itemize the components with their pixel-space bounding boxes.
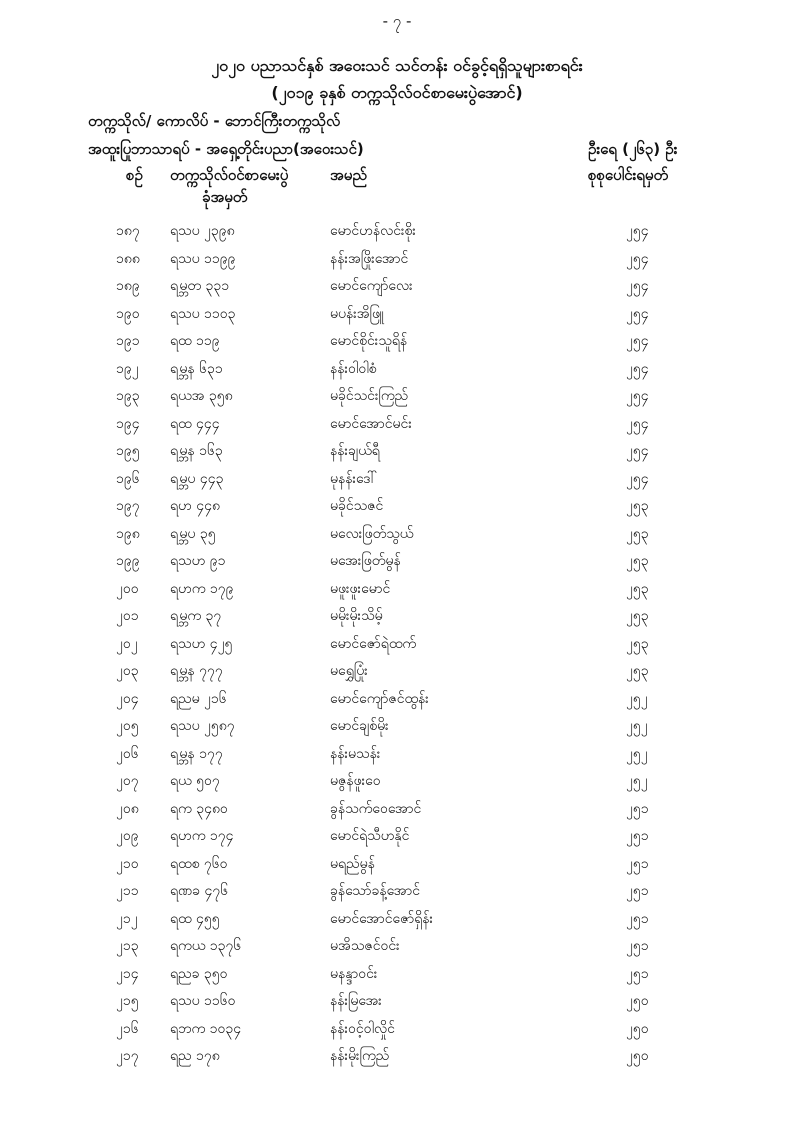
- row-total-marks: ၂၅၄: [626, 415, 649, 432]
- row-serial: ၂၀၃: [116, 663, 139, 679]
- table-row: [0, 661, 794, 689]
- row-roll-number: ရသဟ ၉၁: [170, 553, 226, 569]
- row-roll-number: ရထ ၁၁၉: [170, 333, 220, 349]
- row-total-marks: ၂၅၄: [626, 250, 649, 267]
- row-roll-number: ရမ္ဘတ ၃၃၁: [170, 278, 230, 294]
- row-serial: ၁၈၇: [116, 223, 140, 239]
- total-count: ဦးရေ (၂၆၃) ဦး: [588, 140, 678, 158]
- row-serial: ၂၀၉: [116, 828, 139, 844]
- row-total-marks: ၂၅၂: [626, 745, 648, 762]
- row-total-marks: ၂၅၁: [626, 855, 649, 872]
- row-name: မောင်ဟန်လင်းစိုး: [330, 223, 416, 239]
- row-total-marks: ၂၅၄: [626, 278, 649, 294]
- table-row: [0, 496, 794, 524]
- row-name: မအိသဇင်ဝင်း: [330, 938, 400, 954]
- results-list: [0, 221, 794, 1074]
- row-total-marks: ၂၅၀: [626, 993, 649, 1009]
- row-name: မောင်ကျော်ဇင်ထွန်း: [330, 690, 429, 707]
- row-total-marks: ၂၅၄: [626, 223, 649, 239]
- row-roll-number: ရထ ၄၅၅: [170, 910, 220, 927]
- row-name: မအေးဖြတ်မွန်: [330, 553, 401, 569]
- table-row: [0, 276, 794, 304]
- row-roll-number: ရဟက ၁၇၄: [170, 828, 234, 844]
- table-row: [0, 771, 794, 799]
- table-row: [0, 799, 794, 827]
- table-row: [0, 826, 794, 854]
- row-total-marks: ၂၅၃: [626, 635, 649, 652]
- document-subtitle: (၂၀၁၉ ခုနှစ် တက္ကသိုလ်ဝင်စာမေးပွဲအောင်): [271, 83, 523, 102]
- row-name: နန်းမသန်း: [330, 745, 381, 762]
- row-roll-number: ရမ္ဘန ၁၇၇: [170, 745, 223, 762]
- row-total-marks: ၂၅၁: [626, 910, 649, 927]
- row-roll-number: ရမ္ဘပ ၄၄၃: [170, 470, 224, 487]
- row-roll-number: ရက ၃၄၈၀: [170, 800, 228, 817]
- row-serial: ၂၀၇: [116, 773, 139, 789]
- row-name: ခွန်သက်ဝေအောင်: [330, 800, 422, 817]
- row-roll-number: ရကယ ၁၃၇၆: [170, 938, 242, 954]
- row-total-marks: ၂၅၂: [626, 718, 648, 734]
- row-name: နန်းမိုးကြည်: [330, 1048, 390, 1064]
- row-name: မမိုးမိုးသိမ့်: [330, 608, 383, 624]
- row-total-marks: ၂၅၃: [626, 580, 649, 597]
- row-total-marks: ၂၅၄: [626, 470, 649, 487]
- row-roll-number: ရမ္ဘန ၁၆၃: [170, 443, 223, 459]
- row-name: နန်းဝင့်ဝါလှိုင်: [330, 1020, 395, 1037]
- table-row: [0, 689, 794, 717]
- row-serial: ၁၉၆: [116, 470, 140, 487]
- row-total-marks: ၂၅၃: [626, 553, 649, 569]
- row-roll-number: ရညမ ၂၁၆: [170, 690, 227, 707]
- row-roll-number: ရသပ ၁၁၆၀: [170, 993, 236, 1009]
- table-row: [0, 909, 794, 937]
- row-serial: ၁၉၈: [116, 525, 140, 542]
- row-name: မပန်းအိဖြူ: [330, 305, 385, 322]
- row-roll-number: ရသပ ၁၁၀၃: [170, 305, 236, 322]
- row-name: မောင်အောင်ဇော်ရှိန်း: [330, 910, 434, 927]
- row-total-marks: ၂၅၄: [626, 443, 649, 459]
- row-name: မရည်မွန်: [330, 855, 375, 872]
- row-roll-number: ရမ္ဘပ ၃၅: [170, 525, 216, 542]
- row-total-marks: ၂၅၀: [626, 1048, 649, 1064]
- table-row: [0, 441, 794, 469]
- table-row: [0, 331, 794, 359]
- row-serial: ၁၉၉: [116, 553, 140, 569]
- row-total-marks: ၂၅၁: [626, 938, 649, 954]
- row-serial: ၂၁၆: [116, 1020, 139, 1037]
- row-roll-number: ရသဟ ၄၂၅: [170, 635, 233, 652]
- document-title: ၂၀၂၀ ပညာသင်နှစ် အဝေးသင် သင်တန်း ဝင်ခွင့်ရရှိသူများစာရင်း: [211, 56, 583, 75]
- row-name: မခိုင်သဇင်: [330, 498, 384, 514]
- row-serial: ၂၀၁: [116, 608, 139, 624]
- row-serial: ၂၀၆: [116, 745, 139, 762]
- row-name: မောင်ရဲသီဟနိုင်: [330, 828, 410, 844]
- row-serial: ၁၉၅: [116, 443, 140, 459]
- table-row: [0, 221, 794, 249]
- row-roll-number: ရထစ ၇၆၀: [170, 855, 228, 872]
- row-total-marks: ၂၅၄: [626, 333, 649, 349]
- row-serial: ၁၉၁: [116, 333, 140, 349]
- row-serial: ၂၁၀: [116, 855, 139, 872]
- row-name: မလေးဖြတ်သွယ်: [330, 525, 414, 542]
- row-name: မောင်စိုင်းသူရိန်: [330, 333, 408, 349]
- table-row: [0, 936, 794, 964]
- row-serial: ၁၉၃: [116, 388, 140, 404]
- table-row: [0, 881, 794, 909]
- row-name: မဖူးဖူးမောင်: [330, 580, 391, 597]
- table-row: [0, 386, 794, 414]
- row-roll-number: ရသပ ၂၃၉၈: [170, 223, 235, 239]
- row-serial: ၂၁၇: [116, 1048, 139, 1064]
- row-total-marks: ၂၅၀: [626, 1020, 649, 1037]
- table-row: [0, 304, 794, 332]
- row-serial: ၂၀၅: [116, 718, 139, 734]
- row-name: နန်းမြအေး: [330, 993, 382, 1009]
- row-name: မခိုင်သင်းကြည်: [330, 388, 409, 404]
- table-row: [0, 414, 794, 442]
- row-name: မောင်ချစ်မိုး: [330, 718, 389, 734]
- row-serial: ၁၈၉: [116, 278, 140, 294]
- row-name: မဇွန်ဖူးဝေ: [330, 773, 381, 789]
- row-serial: ၁၉၀: [116, 305, 140, 322]
- row-roll-number: ရဟက ၁၇၉: [170, 580, 234, 597]
- table-row: [0, 854, 794, 882]
- header-roll-number: တက္ကသိုလ်ဝင်စာမေးပွဲ: [170, 166, 289, 184]
- row-name: နန်းဝါဝါစံ: [330, 360, 377, 377]
- row-total-marks: ၂၅၃: [626, 608, 649, 624]
- row-roll-number: ရမ္ဘန ၇၇၇: [170, 663, 223, 679]
- row-total-marks: ၂၅၂: [626, 690, 648, 707]
- row-serial: ၂၀၂: [116, 635, 138, 652]
- row-name: မုနန်းဒေါ်: [330, 470, 377, 487]
- row-serial: ၂၁၅: [116, 993, 139, 1009]
- row-total-marks: ၂၅၂: [626, 773, 648, 789]
- row-total-marks: ၂၅၃: [626, 525, 649, 542]
- row-total-marks: ၂၅၃: [626, 663, 649, 679]
- row-roll-number: ရယအ ၃၅၈: [170, 388, 233, 404]
- table-row: [0, 744, 794, 772]
- table-row: [0, 1046, 794, 1074]
- row-serial: ၁၉၂: [116, 360, 139, 377]
- row-serial: ၁၉၇: [116, 498, 140, 514]
- row-roll-number: ရမ္ဘန ၆၃၁: [170, 360, 223, 377]
- row-serial: ၂၀၄: [116, 690, 139, 707]
- row-serial: ၂၁၁: [116, 883, 139, 899]
- table-row: [0, 359, 794, 387]
- table-row: [0, 964, 794, 992]
- row-name: မောင်အောင်မင်း: [330, 415, 412, 432]
- row-total-marks: ၂၅၄: [626, 388, 649, 404]
- table-row: [0, 634, 794, 662]
- major-line: အထူးပြုဘာသာရပ် - အရှေ့တိုင်းပညာ(အဝေးသင်): [88, 140, 364, 158]
- row-name: ခွန်သော်ခန့်အောင်: [330, 883, 421, 899]
- header-name: အမည်: [330, 166, 367, 184]
- row-total-marks: ၂၅၁: [626, 800, 649, 817]
- header-total-marks: စုစုပေါင်းရမှတ်: [588, 166, 669, 184]
- table-row: [0, 524, 794, 552]
- row-roll-number: ရည ၁၇၈: [170, 1048, 220, 1064]
- row-name: မောင်ကျော်လေး: [330, 278, 413, 294]
- row-total-marks: ၂၅၄: [626, 360, 649, 377]
- row-roll-number: ရဟ ၄၄၈: [170, 498, 220, 514]
- row-serial: ၂၀၀: [116, 580, 139, 597]
- row-serial: ၂၁၄: [116, 965, 139, 982]
- header-roll-number-line2: ခုံအမှတ်: [202, 188, 248, 206]
- row-serial: ၁၉၄: [116, 415, 140, 432]
- table-row: [0, 991, 794, 1019]
- row-serial: ၂၁၃: [116, 938, 139, 954]
- row-serial: ၂၁၂: [116, 910, 138, 927]
- header-serial: စဉ်: [126, 166, 143, 184]
- table-row: [0, 716, 794, 744]
- row-roll-number: ရသပ ၁၁၉၉: [170, 250, 236, 267]
- row-roll-number: ရမ္ဘက ၃၇: [170, 608, 222, 624]
- table-row: [0, 606, 794, 634]
- row-total-marks: ၂၅၄: [626, 305, 649, 322]
- row-serial: ၁၈၈: [116, 250, 140, 267]
- row-serial: ၂၀၈: [116, 800, 139, 817]
- row-total-marks: ၂၅၁: [626, 883, 649, 899]
- row-total-marks: ၂၅၃: [626, 498, 649, 514]
- row-roll-number: ရညခ ၃၅၀: [170, 965, 228, 982]
- table-row: [0, 1019, 794, 1047]
- page-number: - ၇ -: [382, 12, 412, 30]
- row-roll-number: ရဏခ ၄၇၆: [170, 883, 229, 899]
- table-row: [0, 469, 794, 497]
- row-roll-number: ရယ ၅၀၇: [170, 773, 220, 789]
- row-name: မနန္ဒာဝင်း: [330, 965, 378, 982]
- row-roll-number: ရဘက ၁၀၃၄: [170, 1020, 242, 1037]
- university-line: တက္ကသိုလ်/ ကောလိပ် - ဘောင်ကြီးတက္ကသိုလ်: [88, 112, 341, 130]
- table-row: [0, 551, 794, 579]
- table-row: [0, 579, 794, 607]
- row-total-marks: ၂၅၁: [626, 828, 649, 844]
- row-name: မရွှေပြုံး: [330, 663, 368, 679]
- row-name: နန်းချယ်ရီ: [330, 443, 380, 459]
- table-row: [0, 249, 794, 277]
- row-name: နန်းအဖြိုးအောင်: [330, 250, 409, 267]
- row-total-marks: ၂၅၁: [626, 965, 649, 982]
- row-name: မောင်ဇော်ရဲထက်: [330, 635, 417, 652]
- row-roll-number: ရသပ ၂၅၈၇: [170, 718, 235, 734]
- row-roll-number: ရထ ၄၄၄: [170, 415, 220, 432]
